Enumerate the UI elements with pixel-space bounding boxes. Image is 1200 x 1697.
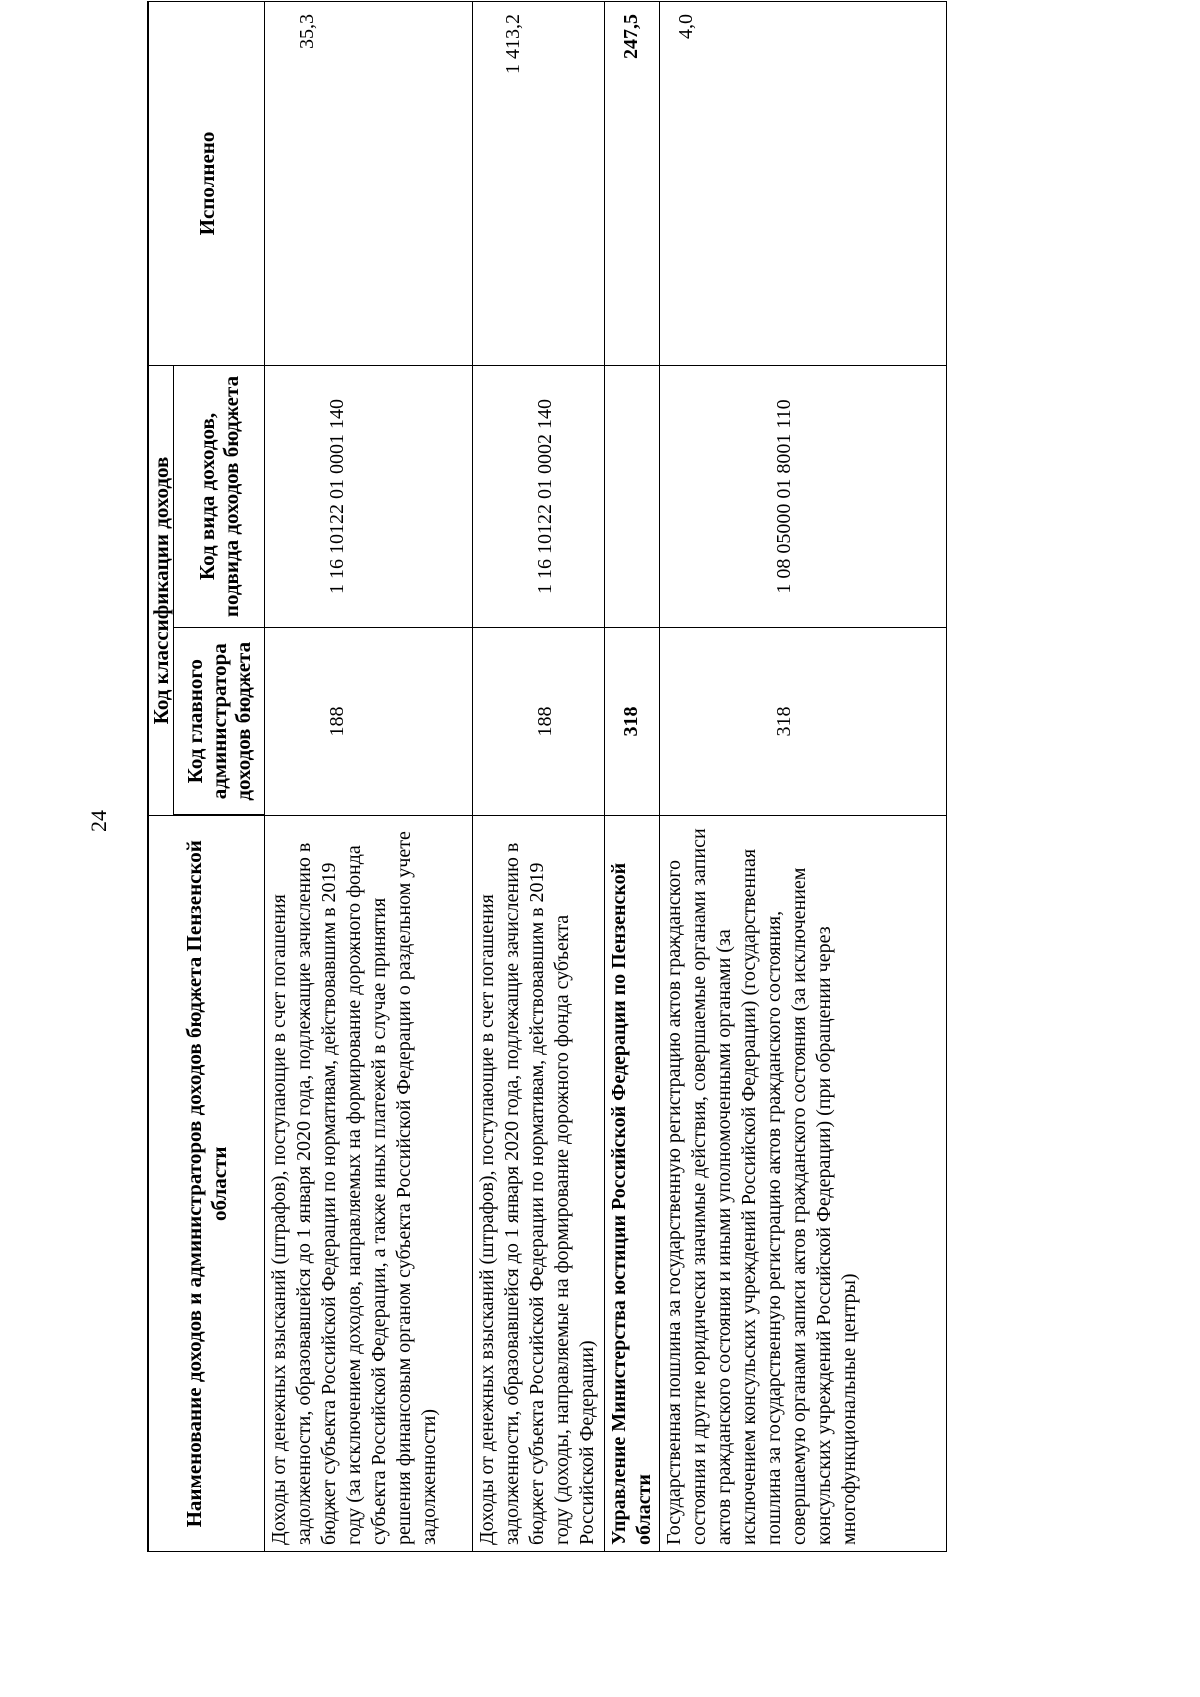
page-number: 24 <box>86 810 111 832</box>
cell-name: Доходы от денежных взысканий (штрафов), поступающие в счет погашения задолженности, образовавшейся до 1 января 2020 года, подлежащие зачислению в бюджет субъекта Российской Федерации по нормативам, действовавшим в 2019 году (доходы, направляемые на формирование дорожного фонда субъекта Российской Федерации) <box>473 816 605 1552</box>
header-type-code: Код вида доходов, подвида доходов бюджета <box>174 365 265 627</box>
cell-name: Управление Министерства юстиции Российской Федерации по Пензенской области <box>605 816 660 1552</box>
cell-admin-code: 188 <box>473 628 605 816</box>
cell-type-code: 1 16 10122 01 0002 140 <box>473 365 605 627</box>
header-classification: Код классификации доходов <box>148 365 174 815</box>
cell-admin-code: 318 <box>605 628 660 816</box>
header-admin-code: Код главного администратора доходов бюджета <box>174 628 265 816</box>
cell-type-code: 1 16 10122 01 0001 140 <box>265 365 473 627</box>
cell-name: Доходы от денежных взысканий (штрафов), поступающие в счет погашения задолженности, образовавшейся до 1 января 2020 года, подлежащие зачислению в бюджет субъекта Российской Федерации по нормативам, действовавшим в 2019 году (за исключением доходов, направляемых на формирование дорожного фонда субъекта Российской Федерации, а также иных платежей в случае принятия решения финансовым органом субъекта Российской Федерации о раздельном учете задолженности) <box>265 816 473 1552</box>
cell-name: Государственная пошлина за государственную регистрацию актов гражданского состояния и другие юридически значимые действия, совершаемые органами записи актов гражданского состояния и иными уполномоченными органами (за исключением консульских учреждений Российской Федерации) (государственная пошлина за государственную регистрацию актов гражданского состояния, совершаемую органами записи актов гражданского состояния (за исключением консульских учреждений Российской Федерации) (при обращении через многофункциональные центры) <box>660 816 947 1552</box>
cell-type-code: 1 08 05000 01 8001 110 <box>660 365 947 627</box>
table-row <box>265 1 473 1551</box>
cell-admin-code: 188 <box>265 628 473 816</box>
cell-executed: 247,5 <box>605 1 660 365</box>
cell-type-code <box>605 365 660 627</box>
cell-admin-code: 318 <box>660 628 947 816</box>
cell-executed: 1 413,2 <box>473 1 605 365</box>
table-row <box>660 1 947 1551</box>
table-row <box>605 1 660 1551</box>
header-name: Наименование доходов и администраторов доходов бюджета Пензенской области <box>148 816 265 1552</box>
cell-executed: 4,0 <box>660 1 947 365</box>
cell-executed: 35,3 <box>265 1 473 365</box>
rotated-table-container <box>147 2 947 1552</box>
header-executed: Исполнено <box>148 1 265 365</box>
header-row-1 <box>148 1 174 1551</box>
table-row <box>473 1 605 1551</box>
revenue-table <box>147 1 947 1552</box>
